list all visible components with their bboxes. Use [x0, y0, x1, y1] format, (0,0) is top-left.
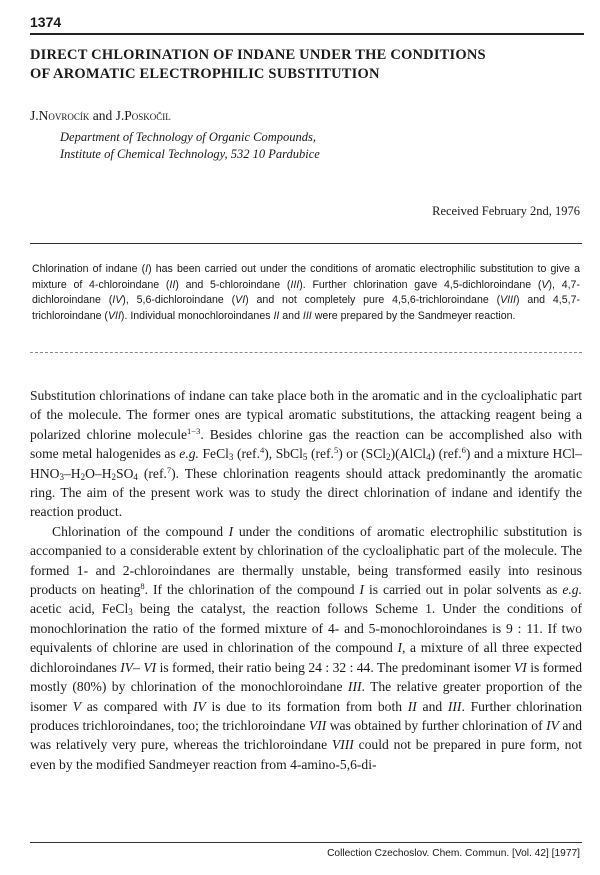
compound-label: IV [120, 659, 134, 675]
compound-label: II [273, 309, 280, 322]
body-span: ) (ref. [430, 446, 462, 462]
author-1-initial: J. [30, 108, 39, 123]
compound-label: VI [235, 294, 246, 306]
body-span: acetic acid, FeCl [30, 601, 129, 617]
body-span: and [416, 698, 448, 714]
body-span: FeCl [198, 446, 229, 462]
body-span: and was relatively very pure, whereas the trichloroindane [30, 717, 582, 753]
body-span: (ref. [137, 465, 167, 481]
reference-superscript: 1−3 [187, 425, 201, 436]
subscript: 3 [228, 452, 234, 463]
compound-label: VIII [331, 737, 354, 753]
journal-citation: Collection Czechoslov. Chem. Commun. [Vol. 42] [1977] [327, 848, 580, 859]
footer-rule [30, 842, 582, 843]
body-text [30, 386, 582, 774]
received-date: Received February 2nd, 1976 [432, 204, 580, 218]
abstract-text: ). Further chlorination gave 4,5-dichloroindane ( [299, 278, 542, 291]
body-span: Chlorination of the compound [52, 523, 229, 539]
compound-label: I [145, 263, 149, 275]
body-span: being the catalyst, the reaction follows Scheme 1. Under the conditions of monochlorination the ratio of the formed mixture of 4- and 5-monochloroindanes is 9 : 11. If two equivalents of chlorine are used in chlorination of the compound [30, 601, 582, 656]
author-2-name: Poskočil [124, 108, 171, 123]
abstract-text: ) has been carried out under the conditions of aromatic electrophilic substitution to give a mixture of 4-chloroindane ( [32, 263, 580, 291]
body-span: O–H [85, 465, 112, 481]
abstract-text: ) and 5-chloroindane ( [175, 278, 291, 291]
body-italic: e.g. [562, 582, 582, 598]
body-span: . Further chlorination produces trichloroindanes, too; the trichloroindane [30, 698, 582, 733]
body-span: is formed mostly (80%) by chlorination of the monochloroindane [30, 659, 582, 695]
body-span: SO [116, 465, 134, 481]
abstract-text: Chlorination of indane ( [32, 263, 146, 275]
affiliation-line-1: Department of Technology of Organic Compounds, [60, 130, 317, 144]
compound-label: VIII [500, 294, 517, 306]
body-span: Substitution chlorinations of indane can take place both in the aromatic and in the cycloaliphatic part of the molecule. The former ones are typical aromatic substitutions, the attacking reagent being a polarized chlorine molecule [30, 388, 582, 442]
abstract-text: were prepared by the Sandmeyer reaction. [311, 309, 516, 322]
compound-label: VII [107, 309, 121, 322]
body-italic: e.g. [179, 446, 199, 462]
abstract-text: ), 5,6-dichloroindane ( [122, 294, 236, 306]
author-1-name: Novrocík [38, 108, 90, 123]
authors [30, 108, 171, 124]
reference-superscript: 7 [166, 464, 172, 475]
abstract-top-rule [30, 243, 582, 244]
abstract-text: and [279, 309, 303, 322]
subscript: 3 [59, 471, 64, 482]
subscript: 4 [133, 471, 138, 482]
compound-label: I [397, 640, 402, 656]
compound-label: IV [546, 717, 559, 733]
reference-superscript: 6 [461, 445, 466, 456]
body-span: ) and a mixture HCl–HNO [30, 446, 582, 481]
body-span: , a mixture of all three expected dichloroindanes [30, 640, 582, 675]
abstract-text: ). Individual monochloroindanes [120, 309, 274, 322]
body-span: under the conditions of aromatic electrophilic substitution is accompanied to a considerable extent by chlorination of the cycloaliphatic part of the molecule. The formed 1- and 2-chloroindanes are thermally unstable, being transformed easily into resinous products on heating [30, 523, 582, 598]
compound-label: VI [143, 659, 157, 675]
abstract-bottom-rule [30, 352, 582, 353]
compound-label: VII [308, 717, 327, 733]
body-span: ) or (SCl [338, 446, 387, 462]
header-rule [30, 33, 584, 35]
compound-label: I [359, 582, 365, 598]
paragraph-2 [30, 522, 582, 774]
abstract-text: ) and not completely pure 4,5,6-trichloroindane ( [245, 294, 501, 306]
reference-superscript: 5 [333, 445, 339, 456]
body-span: –H [63, 465, 81, 481]
subscript: 2 [80, 471, 86, 482]
body-span: as compared with [81, 698, 193, 714]
body-span: could not be prepared in pure form, not even by the modified Sandmeyer reaction from 4-amino-5,6-di- [30, 737, 582, 772]
subscript: 4 [426, 452, 431, 463]
authors-and: and [89, 108, 116, 123]
subscript: 2 [111, 471, 117, 482]
title-line-2: OF AROMATIC ELECTROPHILIC SUBSTITUTION [30, 66, 380, 82]
body-span: (ref. [307, 446, 334, 462]
abstract-text: ) and 4,5,7-trichloroindane ( [32, 294, 580, 322]
body-span: . If the chlorination of the compound [144, 582, 360, 598]
affiliation-line-2: Institute of Chemical Technology, 532 10 Pardubice [60, 147, 320, 161]
body-span: is formed, their ratio being 24 : 32 : 44. The predominant isomer [156, 659, 514, 675]
subscript: 2 [386, 452, 391, 463]
body-span: (ref. [233, 446, 260, 462]
body-span: is carried out in polar solvents as [364, 582, 563, 598]
author-2-initial: J. [115, 108, 125, 123]
reference-superscript: 4 [259, 445, 265, 456]
body-span: )(AlCl [390, 446, 427, 462]
compound-label: IV [112, 294, 123, 306]
body-span: – [133, 659, 144, 675]
body-span: . Besides chlorine gas the reaction can be accomplished also with some metal halogenides as [30, 426, 582, 462]
compound-label: I [228, 523, 234, 539]
abstract-text: ), 4,7-dichloroindane ( [32, 278, 580, 306]
title-line-1: DIRECT CHLORINATION OF INDANE UNDER THE CONDITIONS [30, 47, 486, 63]
page-number: 1374 [30, 14, 62, 30]
body-span: was obtained by further chlorination of [326, 717, 547, 733]
reference-superscript: 8 [140, 581, 145, 592]
subscript: 3 [128, 607, 133, 618]
compound-label: VI [514, 659, 527, 675]
body-span: ), SbCl [264, 446, 303, 462]
article-title [30, 46, 580, 84]
paragraph-1 [30, 386, 582, 522]
compound-label: V [541, 278, 549, 291]
compound-label: III [290, 278, 300, 291]
body-span: is due to its formation from both [205, 698, 408, 714]
compound-label: III [447, 698, 462, 714]
compound-label: III [302, 309, 312, 322]
compound-label: IV [192, 698, 206, 714]
body-span: ). These chlorination reagents should attack predominantly the aromatic ring. The aim of the present work was to study the direct chlorination of indane and identify the reaction product. [30, 465, 582, 520]
affiliation [60, 129, 320, 163]
subscript: 5 [302, 452, 308, 463]
body-span: . The relative greater proportion of the isomer [30, 679, 582, 714]
compound-label: III [347, 679, 362, 695]
compound-label: II [169, 278, 176, 291]
compound-label: V [72, 698, 82, 714]
abstract [32, 262, 580, 324]
compound-label: II [407, 698, 417, 714]
